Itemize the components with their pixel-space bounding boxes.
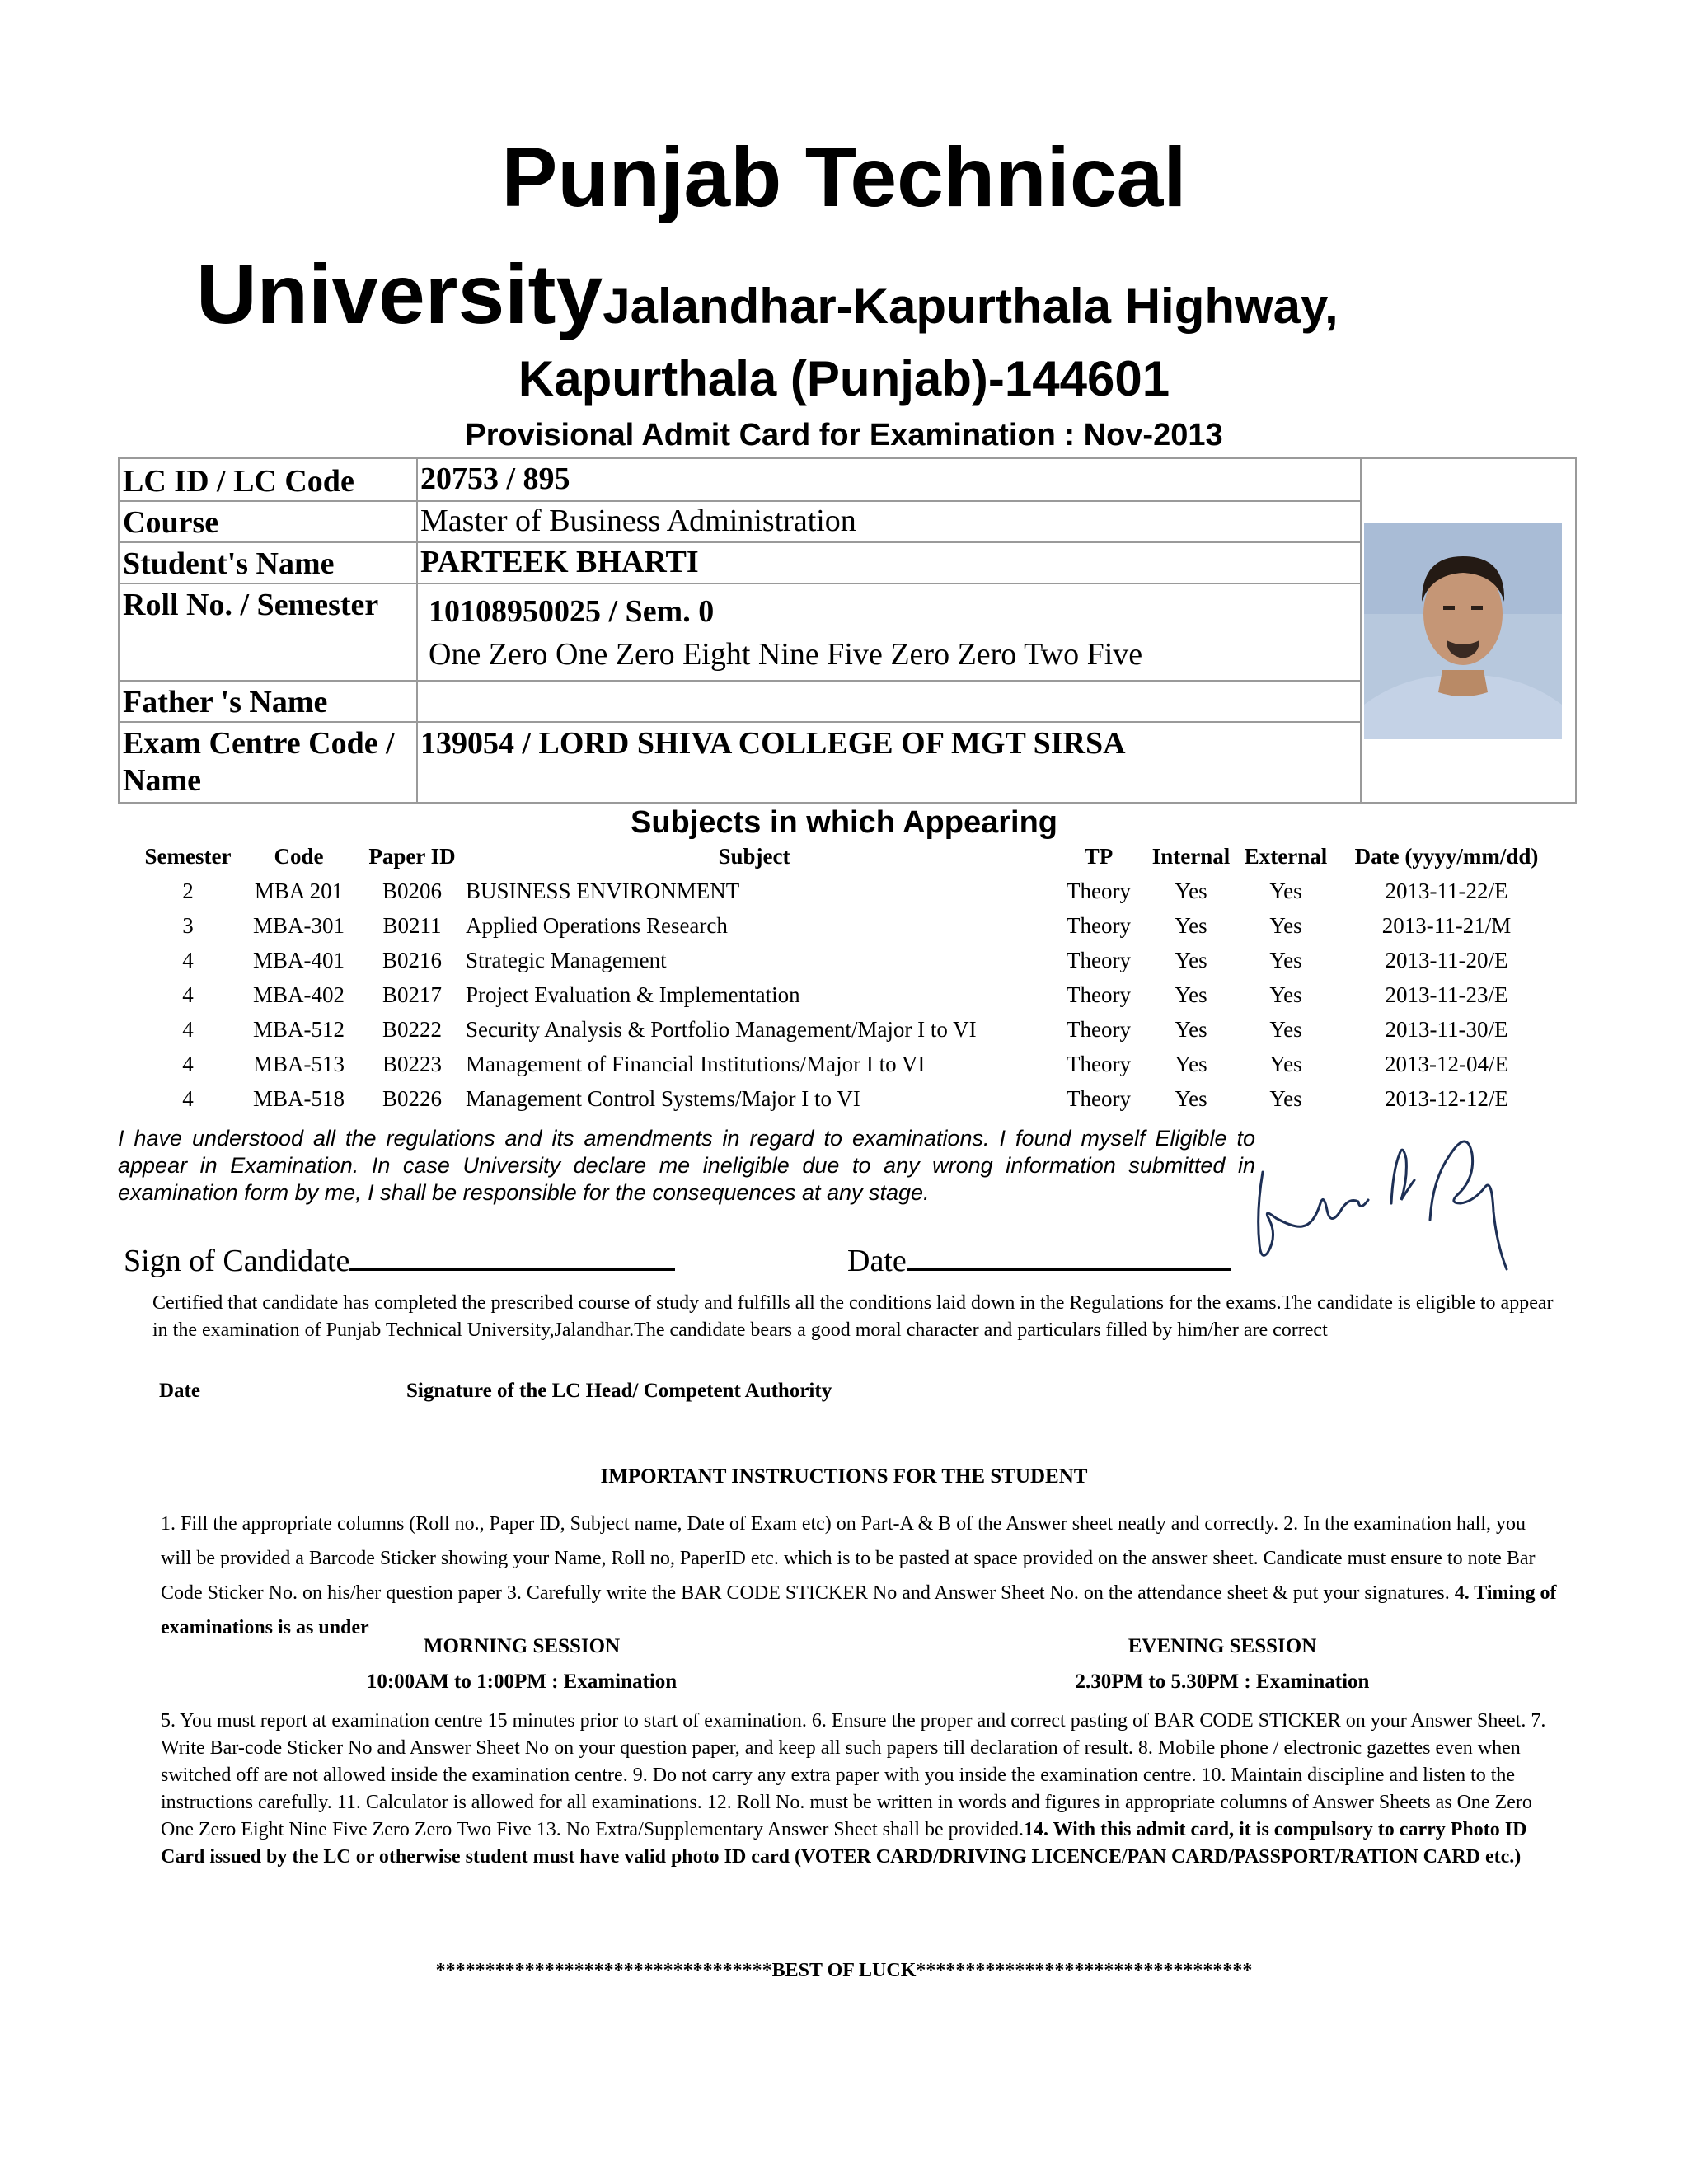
cell-internal: Yes [1175,879,1207,903]
table-row [0,1047,1688,1081]
student-name-label: Student's Name [123,546,335,581]
evening-session-time: 2.30PM to 5.30PM : Examination [1075,1671,1370,1693]
cell-code: MBA-301 [252,913,345,938]
candidate-signature-image [1245,1121,1558,1286]
university-address-line1: Jalandhar-Kapurthala Highway, [603,279,1339,334]
cell-tp: Theory [1067,879,1131,903]
cell-external: Yes [1269,1086,1302,1111]
cell-subject: BUSINESS ENVIRONMENT [466,879,740,903]
table-divider [120,500,1360,502]
sign-candidate [124,1239,675,1282]
col-tp: TP [1084,844,1114,869]
cell-date: 2013-11-20/E [1385,948,1508,972]
cell-internal: Yes [1175,913,1207,938]
roll-no-label: Roll No. / Semester [123,588,379,622]
cell-semester: 3 [182,913,194,938]
cell-tp: Theory [1067,948,1131,972]
cell-tp: Theory [1067,982,1131,1007]
cell-paper-id: B0217 [382,982,442,1007]
table-divider [120,541,1360,543]
cell-internal: Yes [1175,1086,1207,1111]
cell-date: 2013-12-04/E [1385,1052,1508,1076]
cell-code: MBA-518 [252,1086,345,1111]
instructions-part1 [161,1507,1558,1645]
cell-external: Yes [1269,1052,1302,1076]
instructions-para1: 1. Fill the appropriate columns (Roll no., Paper ID, Subject name, Date of Exam etc) on Part-A & B of the Answer sheet neatly and correctly. 2. In the examination hall, you will be provided a Barcode Sticker showing your Name, Roll no, PaperID etc. which is to be pasted at space provided on the answer sheet. Candicate must ensure to note Bar Code Sticker No. on his/her question paper 3. Carefully write the BAR CODE STICKER No and Answer Sheet No. on the attendance sheet & put your signatures. [161,1513,1536,1604]
table-row [0,943,1688,977]
father-name-label: Father 's Name [123,685,328,719]
instructions-para2: 5. You must report at examination centre 15 minutes prior to start of examination. 6. Ensure the proper and correct pasting of BAR CODE STICKER on your Answer Sheet. 7. Write Bar-code Sticker No and Answer Sheet No on your question paper, and keep all such papers till declaration of result. 8. Mobile phone / electronic gazettes even when switched off are not allowed inside the examination centre. 9. Do not carry any extra paper with you inside the examination centre. 10. Maintain discipline and listen to the instructions carefully. 11. Calculator is allowed for all examinations. 12. Roll No. must be written in words and figures in appropriate columns of Answer Sheets as One Zero One Zero Eight Nine Five Zero Zero Two Five 13. No Extra/Supplementary Answer Sheet shall be provided. [161,1710,1546,1840]
table-divider [1360,459,1362,802]
roll-no-words: One Zero One Zero Eight Nine Five Zero Zero Two Five [429,637,1143,672]
cell-tp: Theory [1067,1052,1131,1076]
cell-date: 2013-11-30/E [1385,1017,1508,1042]
university-address-line2: Kapurthala (Punjab)-144601 [518,351,1170,406]
student-name-value: PARTEEK BHARTI [420,545,699,579]
cell-external: Yes [1269,1017,1302,1042]
sign-candidate-line [349,1239,675,1271]
cell-date: 2013-11-21/M [1381,913,1512,938]
sign-candidate-label: Sign of Candidate [124,1244,350,1278]
cell-code: MBA-513 [252,1052,345,1076]
cell-code: MBA-402 [252,982,345,1007]
admit-card-subtitle: Provisional Admit Card for Examination : Nov-2013 [465,418,1223,452]
evening-session-label: EVENING SESSION [1128,1635,1317,1657]
instructions-part2 [161,1708,1558,1871]
student-photo-image [1364,523,1562,739]
sign-date [847,1239,1231,1282]
student-info-table [118,457,1577,804]
roll-no-value: 10108950025 / Sem. 0 [429,594,715,629]
cell-date: 2013-11-22/E [1385,879,1508,903]
cell-subject: Management of Financial Institutions/Major I to VI [466,1052,926,1076]
lc-id-value: 20753 / 895 [420,462,570,496]
course-value: Master of Business Administration [420,504,856,538]
cell-semester: 2 [182,879,194,903]
instructions-timing-note: 4. Timing of examinations is as under [161,1582,1557,1638]
table-row [0,874,1688,908]
cell-external: Yes [1269,879,1302,903]
table-row [0,1081,1688,1116]
cell-tp: Theory [1067,1017,1131,1042]
cell-external: Yes [1269,982,1302,1007]
cell-paper-id: B0222 [382,1017,442,1042]
cell-internal: Yes [1175,948,1207,972]
table-divider [120,721,1360,723]
col-paper-id: Paper ID [368,844,456,869]
cell-paper-id: B0206 [382,879,442,903]
col-date: Date (yyyy/mm/dd) [1354,844,1539,869]
sign-date-label: Date [847,1244,907,1278]
cell-subject: Strategic Management [466,948,667,972]
table-divider [120,583,1360,584]
col-internal: Internal [1151,844,1231,869]
cell-paper-id: B0211 [382,913,442,938]
col-code: Code [274,844,324,869]
col-external: External [1244,844,1328,869]
best-of-luck: **********************************BEST OF LUCK********************************** [435,1960,1253,1981]
cell-paper-id: B0223 [382,1052,442,1076]
cell-date: 2013-11-23/E [1385,982,1508,1007]
table-divider [120,680,1360,682]
cell-subject: Security Analysis & Portfolio Management/Major I to VI [466,1017,977,1042]
student-photo [1364,523,1562,739]
cell-semester: 4 [182,948,194,972]
sign-date-line [907,1239,1231,1271]
table-row [0,1012,1688,1047]
exam-centre-label: Exam Centre Code / [123,726,395,761]
cell-code: MBA-401 [252,948,345,972]
course-label: Course [123,505,219,540]
table-row [0,908,1688,943]
subjects-heading: Subjects in which Appearing [631,805,1057,840]
university-title-line2 [196,249,1339,365]
cell-subject: Management Control Systems/Major I to VI [466,1086,860,1111]
col-semester: Semester [144,844,232,869]
cell-date: 2013-12-12/E [1385,1086,1508,1111]
cell-code: MBA-512 [252,1017,345,1042]
cell-paper-id: B0226 [382,1086,442,1111]
instructions-photo-id-note: 14. With this admit card, it is compulsory to carry Photo ID Card issued by the LC or otherwise student must have valid photo ID card (VOTER CARD/DRIVING LICENCE/PAN CARD/PASSPORT/RATION CARD etc.) [161,1819,1527,1868]
cell-semester: 4 [182,1017,194,1042]
cell-semester: 4 [182,1086,194,1111]
cell-tp: Theory [1067,913,1131,938]
morning-session-time: 10:00AM to 1:00PM : Examination [366,1671,678,1693]
cell-code: MBA 201 [254,879,344,903]
exam-centre-value: 139054 / LORD SHIVA COLLEGE OF MGT SIRSA [420,726,1126,761]
lc-head-signature-label: Signature of the LC Head/ Competent Authority [406,1380,832,1402]
instructions-heading: IMPORTANT INSTRUCTIONS FOR THE STUDENT [600,1465,1088,1488]
cell-paper-id: B0216 [382,948,442,972]
cell-subject: Applied Operations Research [466,913,728,938]
university-title-word: University [196,247,603,341]
cell-subject: Project Evaluation & Implementation [466,982,800,1007]
certificate-date-label: Date [159,1380,200,1402]
table-row [0,977,1688,1012]
cell-internal: Yes [1175,1017,1207,1042]
cell-external: Yes [1269,948,1302,972]
subjects-header-row [0,839,1688,874]
cell-semester: 4 [182,1052,194,1076]
certificate-text: Certified that candidate has completed the prescribed course of study and fulfills all the conditions laid down in the Regulations for the exams.The candidate is eligible to appear in the examination of Punjab Technical University,Jalandhar.The candidate bears a good moral character and particulars filled by him/her are correct [152,1292,1554,1341]
cell-external: Yes [1269,913,1302,938]
exam-centre-label-2: Name [123,763,201,798]
morning-session-label: MORNING SESSION [423,1635,621,1657]
cell-tp: Theory [1067,1086,1131,1111]
cell-internal: Yes [1175,1052,1207,1076]
declaration-text: I have understood all the regulations and its amendments in regard to examinations. I found myself Eligible to appear in Examination. In case University declare me ineligible due to any wrong information submitted in examination form by me, I shall be responsible for the consequences at any stage. [118,1126,1255,1205]
lc-id-label: LC ID / LC Code [123,464,354,499]
cell-internal: Yes [1175,982,1207,1007]
table-divider [416,459,418,802]
col-subject: Subject [718,844,790,869]
cell-semester: 4 [182,982,194,1007]
university-title-line1: Punjab Technical [501,130,1187,224]
